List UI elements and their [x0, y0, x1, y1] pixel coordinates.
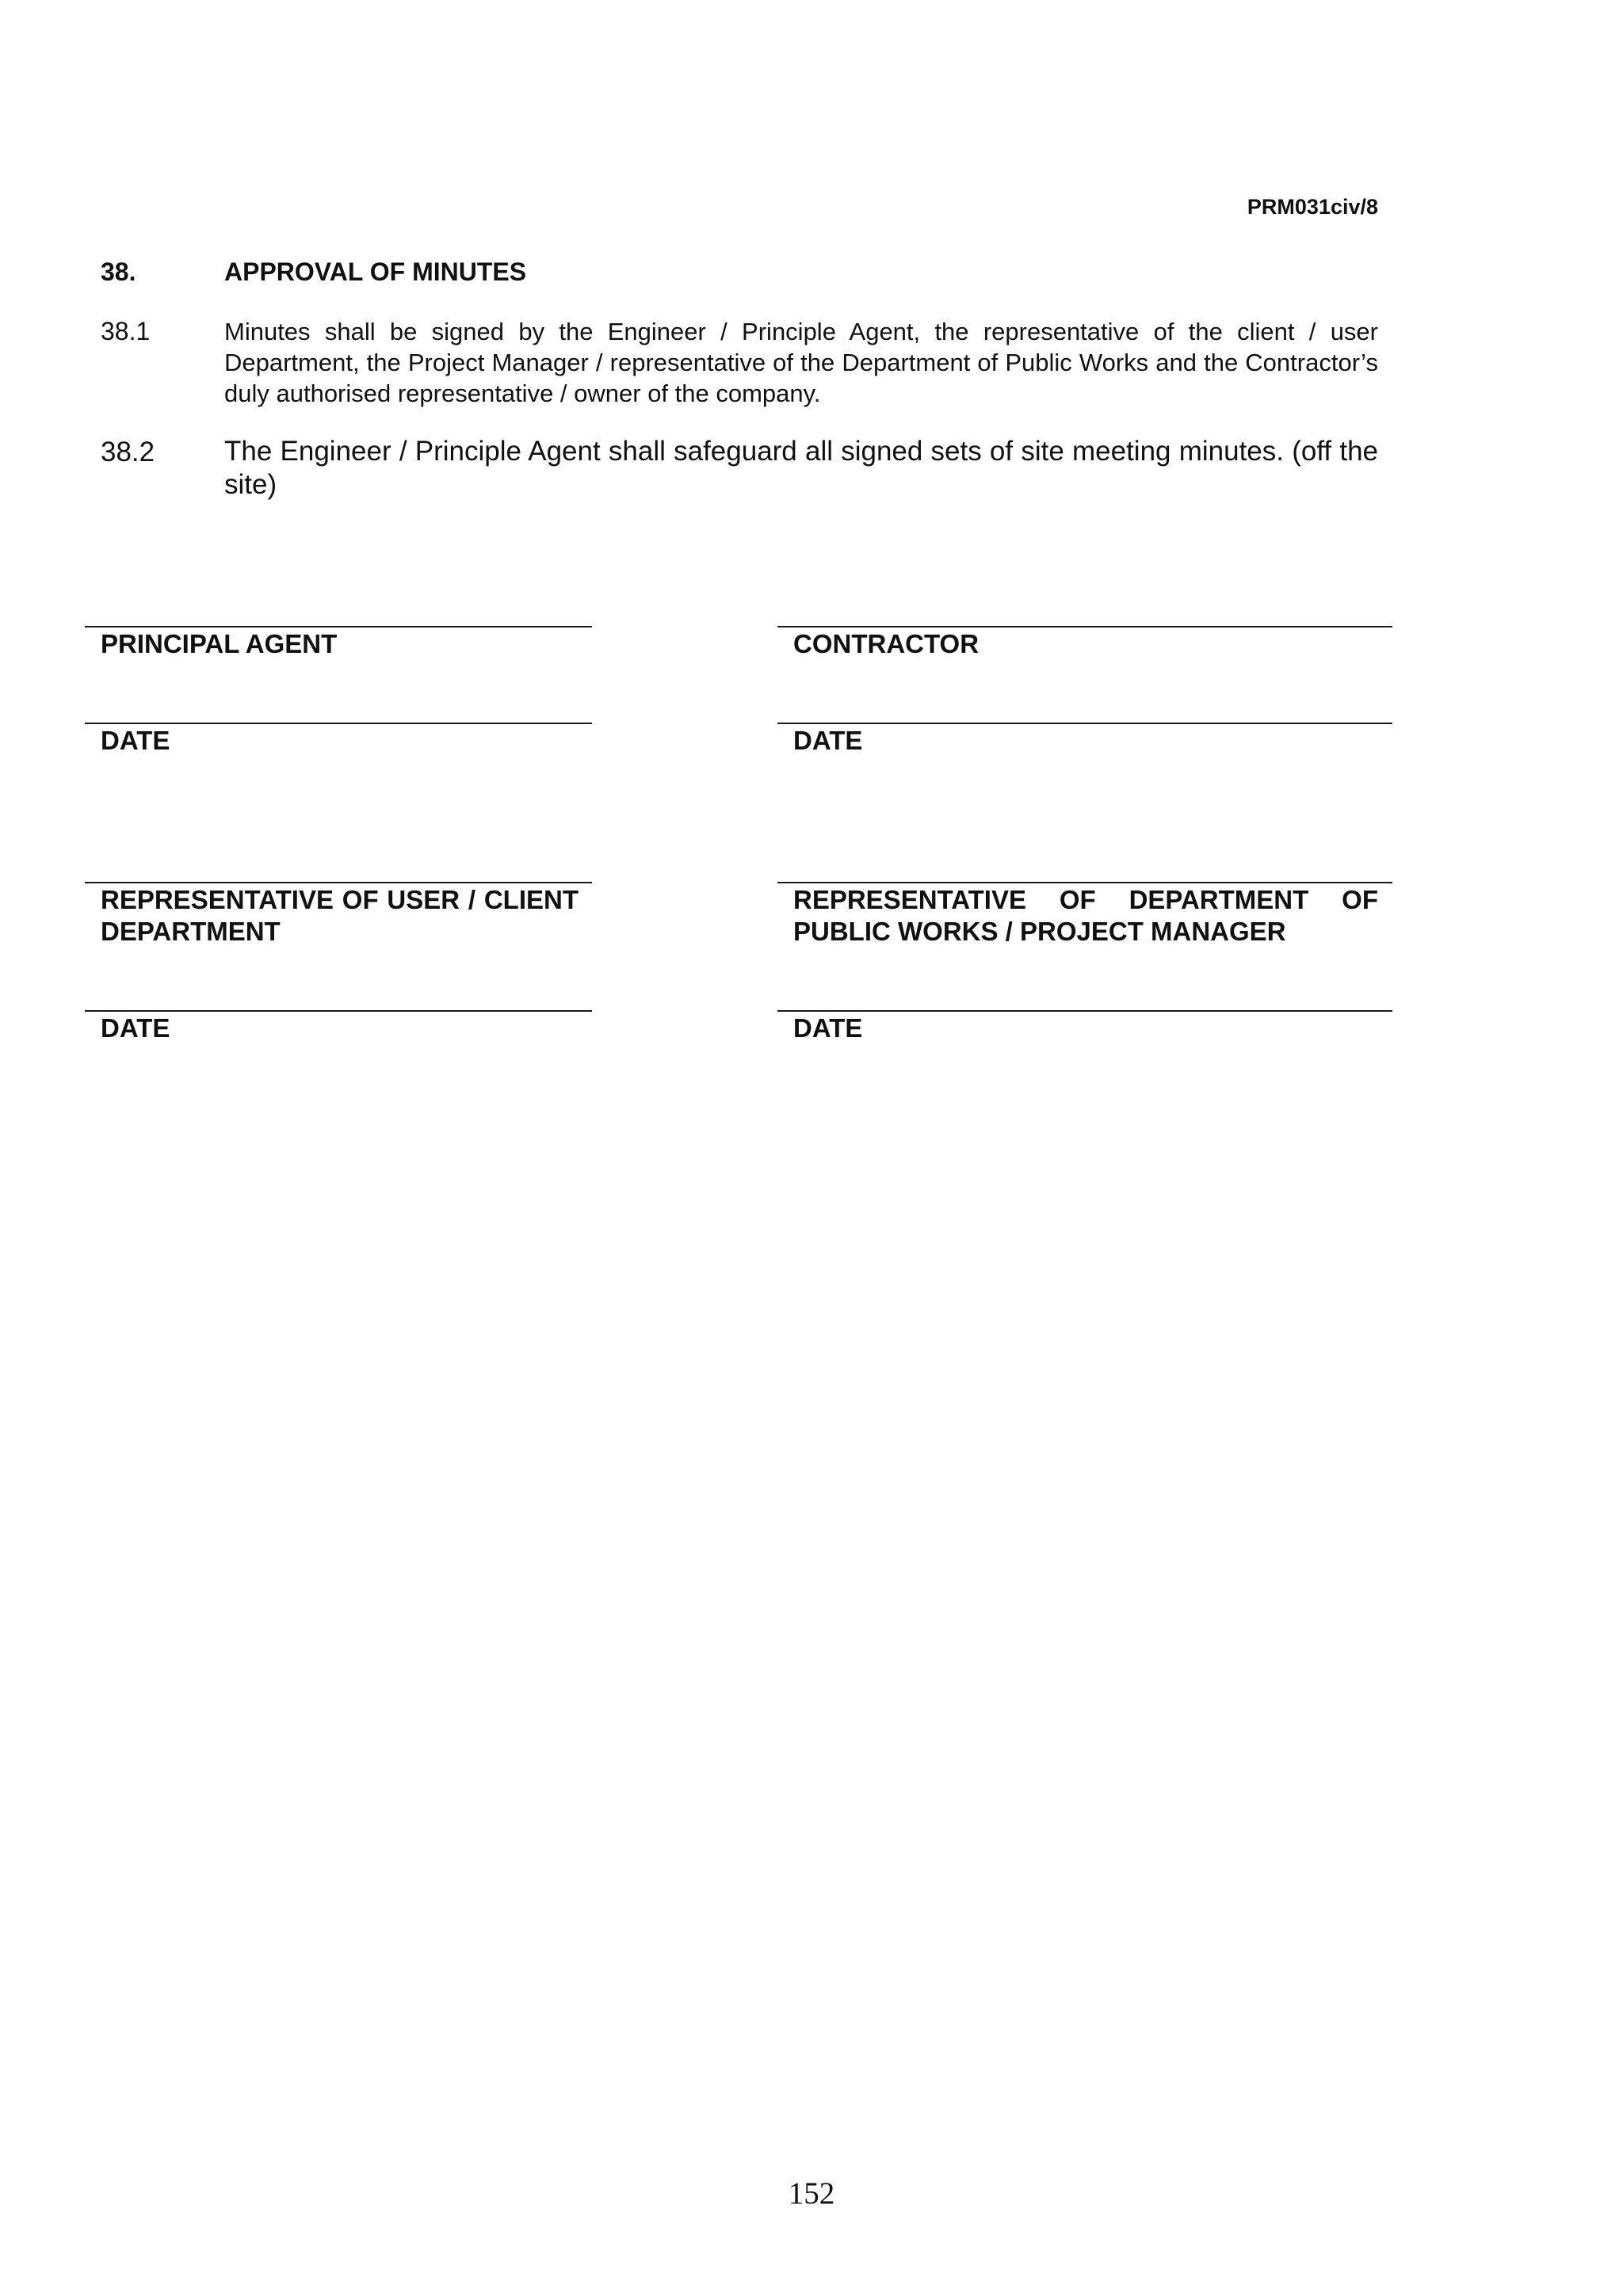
date-label: DATE	[101, 1013, 170, 1043]
date-label: DATE	[793, 726, 863, 755]
date-label: DATE	[793, 1013, 863, 1043]
signature-line	[777, 626, 1392, 627]
section-number: 38.	[101, 257, 136, 286]
document-reference: PRM031civ/8	[1247, 195, 1378, 219]
clause-text: The Engineer / Principle Agent shall safeguard all signed sets of site meeting minutes. (off the site)	[224, 436, 1378, 500]
signature-line	[777, 882, 1392, 883]
clause-number: 38.1	[101, 317, 151, 345]
public-works-representative-label: REPRESENTATIVE OF DEPARTMENT OF PUBLIC WORKS / PROJECT MANAGER	[793, 885, 1378, 946]
date-line	[85, 1010, 592, 1012]
clause-text: Minutes shall be signed by the Engineer / Principle Agent, the representative of the client / user Department, the Project Manager / representative of the Department of Public Works and the Contractor’s duly authorised representative / owner of the company.	[224, 318, 1378, 407]
date-line	[777, 1010, 1392, 1012]
clause-number: 38.2	[101, 437, 155, 467]
date-label: DATE	[101, 726, 170, 755]
signature-line	[85, 882, 592, 883]
user-client-representative-label: REPRESENTATIVE OF USER / CLIENT DEPARTMENT	[101, 885, 579, 946]
contractor-label: CONTRACTOR	[793, 629, 980, 658]
date-line	[777, 723, 1392, 724]
date-line	[85, 723, 592, 724]
page-number: 152	[788, 2176, 835, 2210]
signature-line	[85, 626, 592, 627]
section-title: APPROVAL OF MINUTES	[224, 257, 527, 286]
principal-agent-label: PRINCIPAL AGENT	[101, 629, 338, 658]
